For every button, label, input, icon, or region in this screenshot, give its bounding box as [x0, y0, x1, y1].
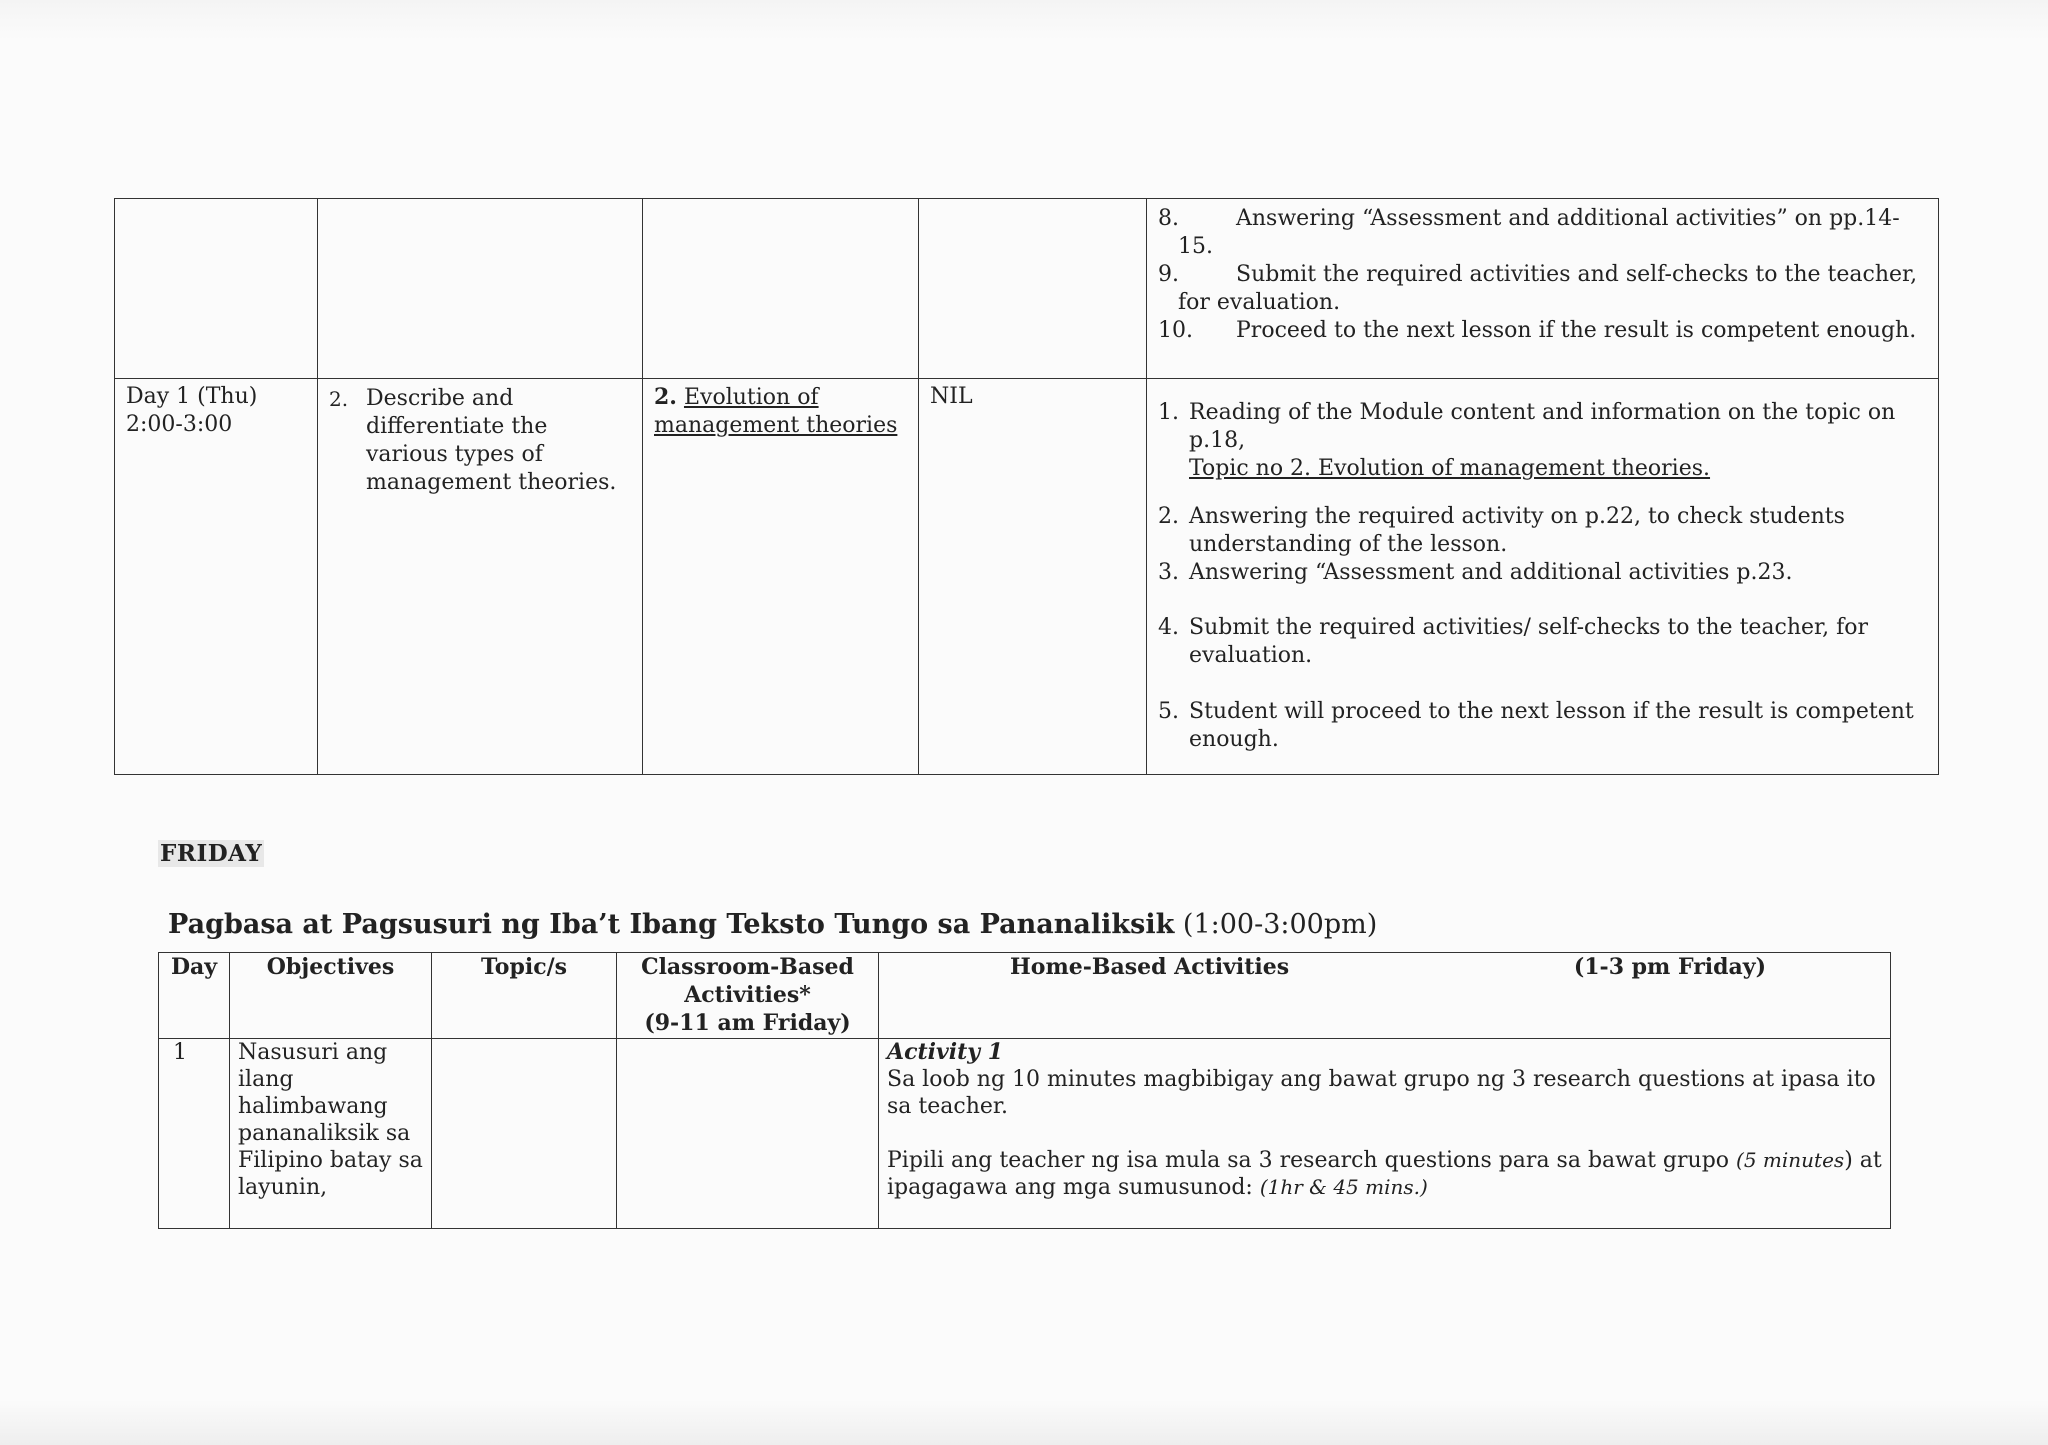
item-number: 1. [1158, 400, 1179, 425]
item-text: Submit the required activities/ self-checks to the teacher, for evaluation. [1189, 615, 1869, 668]
time-label: 2:00-3:00 [126, 412, 233, 437]
table-row-continuation [115, 199, 1939, 379]
list-item [1158, 559, 1927, 587]
lesson-plan-table-friday [158, 952, 1891, 1229]
item-number: 3. [1158, 560, 1179, 585]
subject-name: Pagbasa at Pagsusuri ng Iba’t Ibang Teksto Tungo sa Pananaliksik [168, 909, 1175, 940]
item-number: 2. [1158, 504, 1179, 529]
text-span-italic: (1hr & 45 mins.) [1259, 1175, 1428, 1199]
cell-empty [115, 199, 318, 379]
header-objectives: Objectives [230, 953, 432, 1039]
cell-topic [432, 1039, 617, 1229]
cell-home-activities [879, 1039, 1891, 1229]
item-text: Reading of the Module content and information on the topic on p.18, [1189, 400, 1896, 453]
list-item [1158, 503, 1927, 559]
cell-day: 1 [159, 1039, 230, 1229]
friday-heading: FRIDAY [160, 840, 263, 867]
cell-day [115, 379, 318, 775]
list-item [1158, 261, 1927, 317]
cell-objective [318, 379, 643, 775]
text-span: ) at ipagagawa ang mga sumusunod: [887, 1148, 1882, 1200]
activity-paragraph [887, 1147, 1882, 1201]
text-span-italic: (5 minutes [1736, 1148, 1845, 1172]
cell-continued-activities [1147, 199, 1939, 379]
header-home [879, 953, 1891, 1039]
cell-objective: Nasusuri ang ilang halimbawang pananaliksik sa Filipino batay sa layunin, [230, 1039, 432, 1229]
list-item [1158, 205, 1927, 261]
classroom-activity: NIL [930, 384, 973, 409]
item-text: Answering “Assessment and additional activities” on pp.14-15. [1178, 206, 1900, 259]
item-number: 4. [1158, 615, 1179, 640]
item-text: Submit the required activities and self-checks to the teacher, for evaluation. [1178, 262, 1918, 315]
item-text: Answering the required activity on p.22, to check students understanding of the lesson. [1189, 504, 1845, 557]
list-item [1158, 698, 1927, 754]
header-line: (9-11 am Friday) [644, 1010, 851, 1036]
cell-empty [318, 199, 643, 379]
lesson-plan-table-thursday [114, 198, 1939, 775]
header-classroom [617, 953, 879, 1039]
topic-text: Evolution of management theories [654, 385, 898, 438]
list-item [1158, 399, 1927, 483]
item-text: Answering “Assessment and additional activities p.23. [1189, 560, 1793, 585]
table-header-row [159, 953, 1891, 1039]
cell-classroom [617, 1039, 879, 1229]
item-number: 2. [329, 387, 349, 411]
list-item [1158, 317, 1927, 345]
text-span: Pipili ang teacher ng isa mula sa 3 research questions para sa bawat grupo [887, 1148, 1737, 1173]
activity-title: Activity 1 [887, 1039, 1004, 1065]
item-number: 5. [1158, 699, 1179, 724]
topic-number: 2. [654, 384, 677, 410]
table-row [159, 1039, 1891, 1229]
subject-time: (1:00-3:00pm) [1182, 909, 1378, 940]
header-line: Classroom-Based [641, 954, 854, 980]
item-number: 8. [1158, 206, 1179, 231]
activity-paragraph: Sa loob ng 10 minutes magbibigay ang bawat grupo ng 3 research questions at ipasa ito sa teacher. [887, 1067, 1876, 1119]
item-number: 9. [1158, 262, 1179, 287]
day-label: Day 1 (Thu) [126, 384, 258, 409]
header-topics: Topic/s [432, 953, 617, 1039]
cell-home-activities [1147, 379, 1939, 775]
header-line: Activities* [684, 982, 811, 1008]
header-home-label: Home-Based Activities [1010, 954, 1290, 980]
header-day: Day [159, 953, 230, 1039]
subject-title [168, 909, 1377, 940]
objective-text: Describe and differentiate the various types of management theories. [366, 386, 617, 495]
item-text: Student will proceed to the next lesson if the result is competent enough. [1189, 699, 1914, 752]
table-row-day1 [115, 379, 1939, 775]
item-text: Proceed to the next lesson if the result is competent enough. [1236, 318, 1917, 343]
objective-item [329, 383, 631, 497]
cell-classroom [919, 379, 1147, 775]
cell-empty [919, 199, 1147, 379]
header-home-time: (1-3 pm Friday) [1573, 954, 1766, 980]
item-number: 10. [1158, 318, 1193, 343]
item-subline: Topic no 2. Evolution of management theories. [1189, 456, 1711, 481]
cell-topic [643, 379, 919, 775]
cell-empty [643, 199, 919, 379]
list-item [1158, 614, 1927, 670]
